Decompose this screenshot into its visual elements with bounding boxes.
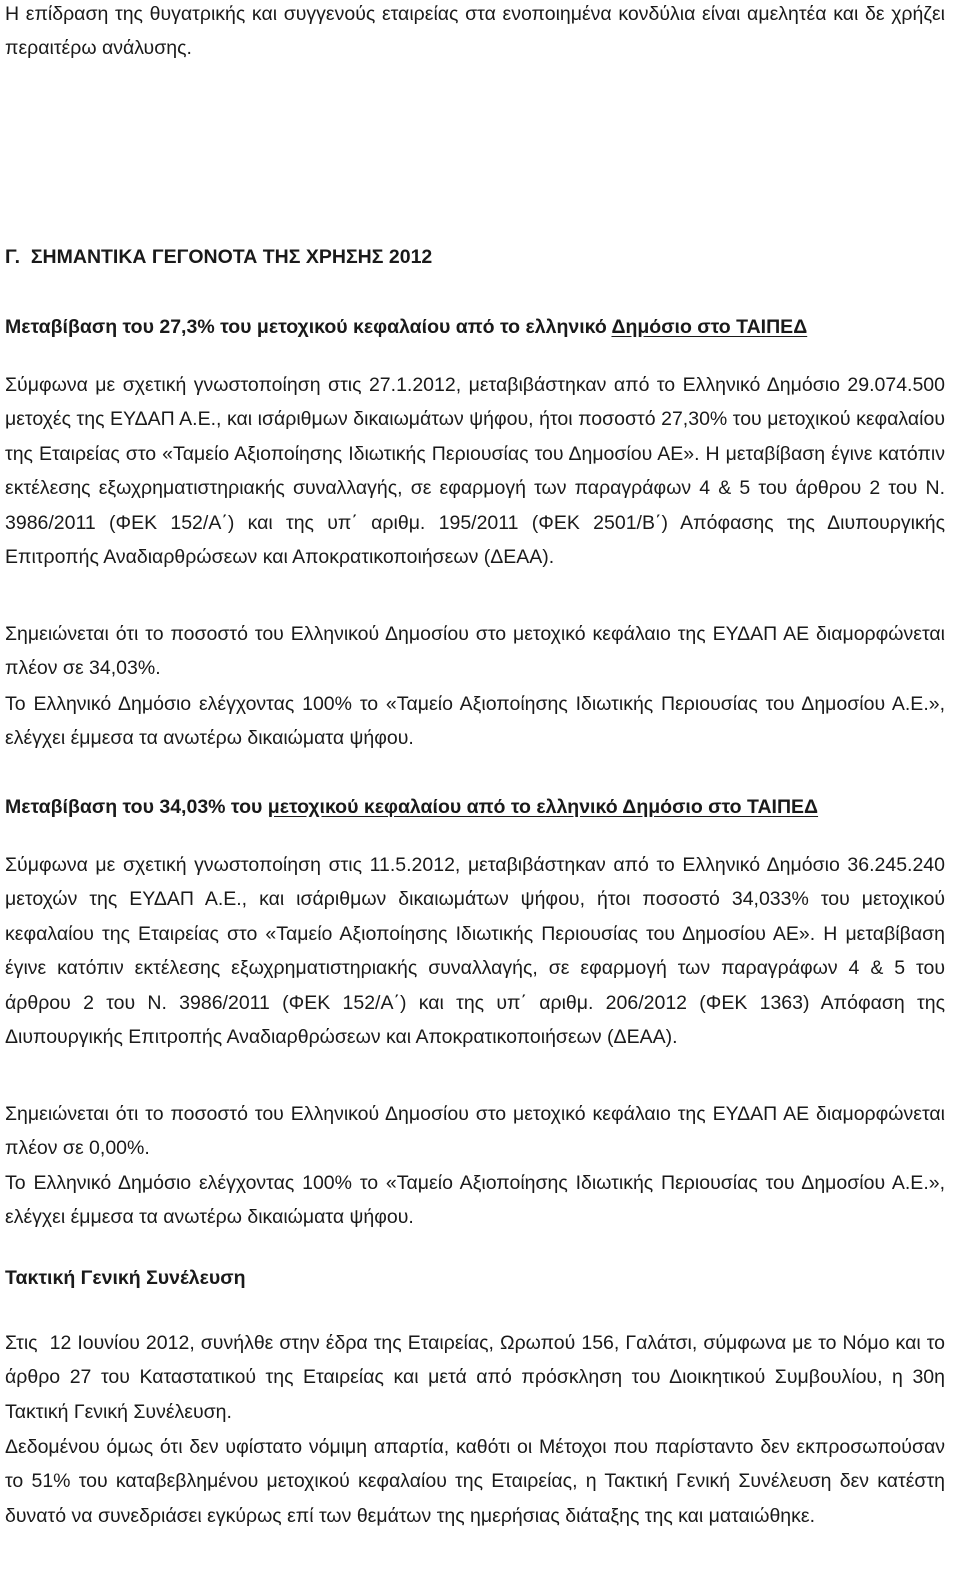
transfer2-paragraph-3: Το Ελληνικό Δημόσιο ελέγχοντας 100% το «Ταμείο Αξιοποίησης Ιδιωτικής Περιουσίας του Δημοσίου Α.Ε.», ελέγχει έμμεσα τα ανωτέρω δικαιώματα ψήφου.: [5, 1172, 945, 1229]
transfer2-heading: [5, 790, 945, 824]
transfer1-paragraph-3: Το Ελληνικό Δημόσιο ελέγχοντας 100% το «Ταμείο Αξιοποίησης Ιδιωτικής Περιουσίας του Δημοσίου Α.Ε.», ελέγχει έμμεσα τα ανωτέρω δικαιώματα ψήφου.: [5, 693, 945, 750]
transfer2-heading-underlined: μετοχικού κεφαλαίου από το ελληνικό Δημόσιο στο ΤΑΙΠΕΔ: [267, 796, 819, 818]
section-g-title: Γ. ΣΗΜΑΝΤΙΚΑ ΓΕΓΟΝΟΤΑ ΤΗΣ ΧΡΗΣΗΣ 2012: [5, 246, 433, 268]
transfer2-paragraph-2: Σημειώνεται ότι το ποσοστό του Ελληνικού Δημοσίου στο μετοχικό κεφάλαιο της ΕΥΔΑΠ ΑΕ διαμορφώνεται πλέον σε 0,00%.: [5, 1103, 945, 1160]
transfer1-paragraph-2: Σημειώνεται ότι το ποσοστό του Ελληνικού Δημοσίου στο μετοχικό κεφάλαιο της ΕΥΔΑΠ ΑΕ διαμορφώνεται πλέον σε 34,03%.: [5, 623, 945, 680]
transfer1-heading-underlined: Δημόσιο στο ΤΑΙΠΕΔ: [611, 316, 808, 338]
transfer1-heading-text: Μεταβίβαση του 27,3% του μετοχικού κεφαλαίου από το ελληνικό: [5, 316, 612, 338]
transfer2-heading-text: Μεταβίβαση του 34,03% του: [5, 796, 268, 818]
transfer1-paragraph-1: Σύμφωνα με σχετική γνωστοποίηση στις 27.1.2012, μεταβιβάστηκαν από το Ελληνικό Δημόσιο 29.074.500 μετοχές της ΕΥΔΑΠ Α.Ε., και ισάριθμων δικαιωμάτων ψήφου, ήτοι ποσοστό 27,30% του μετοχικού κεφαλαίου της Εταιρείας στο «Ταμείο Αξιοποίησης Ιδιωτικής Περιουσίας του Δημοσίου ΑΕ». Η μεταβίβαση έγινε κατόπιν εκτέλεσης εξωχρηματιστηριακής συναλλαγής, σε εφαρμογή των παραγράφων 4 & 5 του άρθρου 2 του Ν. 3986/2011 (ΦΕΚ 152/Α΄) και της υπ΄ αριθμ. 195/2011 (ΦΕΚ 2501/Β΄) Απόφασης της Διυπουργικής Επιτροπής Αναδιαρθρώσεων και Αποκρατικοποιήσεων (ΔΕΑΑ).: [5, 374, 945, 569]
intro-paragraph: Η επίδραση της θυγατρικής και συγγενούς εταιρείας στα ενοποιημένα κονδύλια είναι αμελητέα και δε χρήζει περαιτέρω ανάλυσης.: [5, 3, 945, 60]
transfer1-heading: [5, 310, 945, 344]
agm-paragraph-1: Στις 12 Ιουνίου 2012, συνήλθε στην έδρα της Εταιρείας, Ωρωπού 156, Γαλάτσι, σύμφωνα με το Νόμο και το άρθρο 27 του Καταστατικού της Εταιρείας και μετά από πρόσκληση του Διοικητικού Συμβουλίου, η 30η Τακτική Γενική Συνέλευση.: [5, 1332, 945, 1423]
agm-paragraph-2: Δεδομένου όμως ότι δεν υφίστατο νόμιμη απαρτία, καθότι οι Μέτοχοι που παρίσταντο δεν εκπροσωπούσαν το 51% του καταβεβλημένου μετοχικού κεφαλαίου της Εταιρείας, η Τακτική Γενική Συνέλευση δεν κατέστη δυνατό να συνεδριάσει εγκύρως επί των θεμάτων της ημερήσιας διάταξης της και ματαιώθηκε.: [5, 1436, 945, 1527]
transfer2-paragraph-1: Σύμφωνα με σχετική γνωστοποίηση στις 11.5.2012, μεταβιβάστηκαν από το Ελληνικό Δημόσιο 36.245.240 μετοχών της ΕΥΔΑΠ Α.Ε., και ισάριθμων δικαιωμάτων ψήφου, ήτοι ποσοστό 34,033% του μετοχικού κεφαλαίου της Εταιρείας στο «Ταμείο Αξιοποίησης Ιδιωτικής Περιουσίας του Δημοσίου ΑΕ». Η μεταβίβαση έγινε κατόπιν εκτέλεσης εξωχρηματιστηριακής συναλλαγής, σε εφαρμογή των παραγράφων 4 & 5 του άρθρου 2 του Ν. 3986/2011 (ΦΕΚ 152/Α΄) και της υπ΄ αριθμ. 206/2012 (ΦΕΚ 1363) Απόφαση της Διυπουργικής Επιτροπής Αναδιαρθρώσεων και Αποκρατικοποιήσεων (ΔΕΑΑ).: [5, 854, 945, 1049]
agm-heading: Τακτική Γενική Συνέλευση: [5, 1267, 246, 1289]
